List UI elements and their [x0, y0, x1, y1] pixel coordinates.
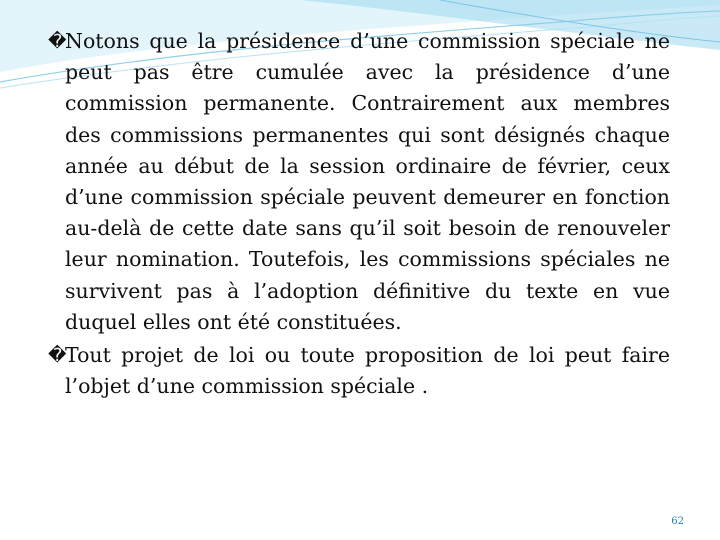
bullet-text: Notons que la présidence d’une commission spéciale ne peut pas être cumulée avec la présidence d’une commission permanente. Contrairement aux membres des commissions permanentes qui sont désignés chaque année au début de la session ordinaire de février, ceux d’une commission spéciale peuvent demeurer en fonction au-delà de cette date sans qu’il soit besoin de renouveler leur nomination. Toutefois, les commissions spéciales ne survivent pas à l’adoption définitive du texte en vue duquel elles ont été constituées.	[65, 29, 670, 334]
bullet-text: Tout projet de loi ou toute proposition de loi peut faire l’objet d’une commission spéciale .	[65, 343, 670, 399]
bullet-marker: �	[48, 345, 67, 367]
page-number: 62	[671, 516, 684, 527]
bullet-list	[48, 26, 670, 404]
bullet-item	[48, 26, 670, 338]
bullet-item	[48, 340, 670, 402]
bullet-marker: �	[48, 31, 67, 52]
